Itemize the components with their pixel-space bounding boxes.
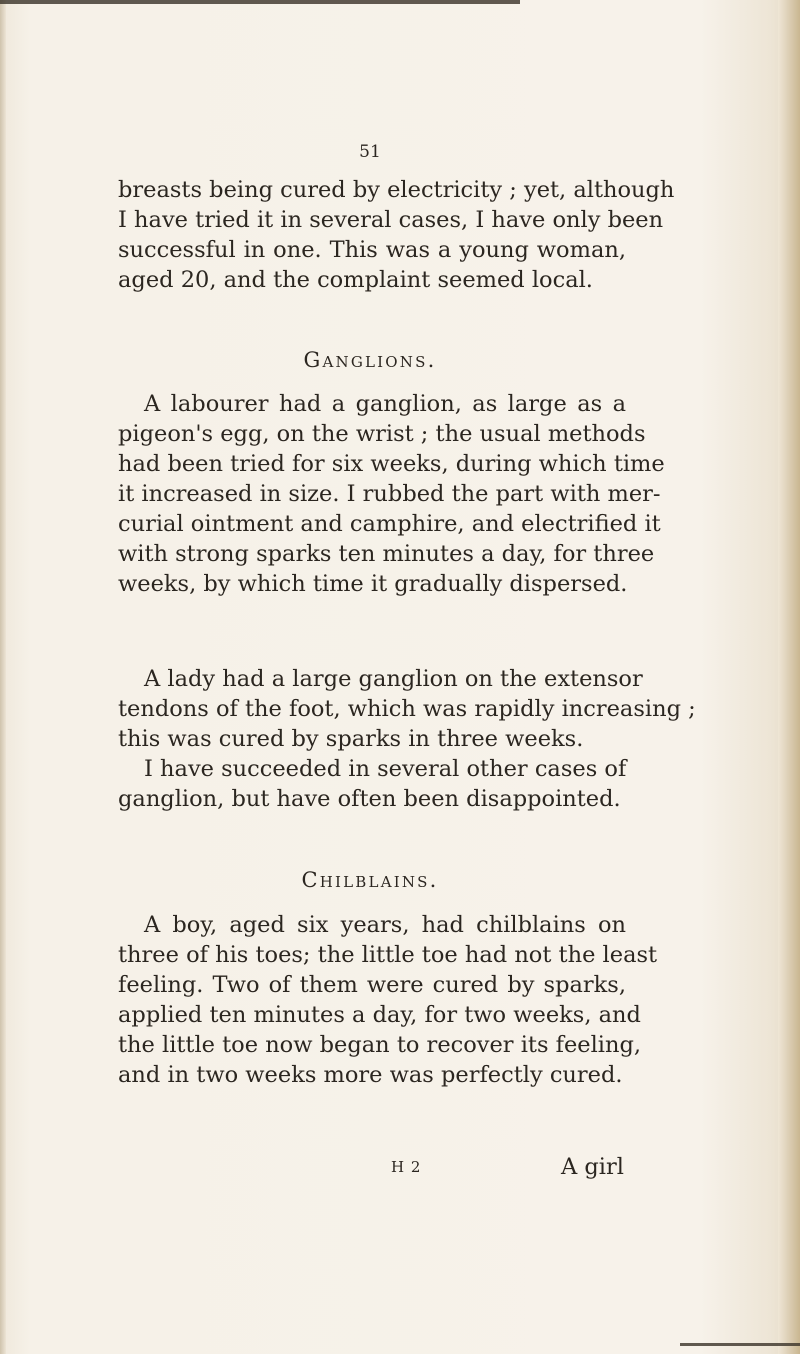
- text-line: three of his toes; the little toe had not the least: [118, 942, 658, 968]
- text-line: curial ointment and camphire, and electrified it: [118, 511, 661, 537]
- text-line: it increased in size. I rubbed the part with mer-: [118, 481, 661, 507]
- catchword: A girl: [561, 1154, 624, 1180]
- text-line: A lady had a large ganglion on the extensor: [144, 666, 643, 692]
- text-line: ganglion, but have often been disappointed.: [118, 786, 621, 812]
- page-number: 51: [359, 142, 381, 162]
- text-line: tendons of the foot, which was rapidly increasing ;: [118, 696, 696, 722]
- text-line: had been tried for six weeks, during which time: [118, 451, 665, 477]
- section-heading-chilblains: Chilblains.: [301, 868, 439, 892]
- text-line: this was cured by sparks in three weeks.: [118, 726, 584, 752]
- text-line: aged 20, and the complaint seemed local.: [118, 267, 593, 293]
- text-line: breasts being cured by electricity ; yet, although: [118, 177, 675, 203]
- section-heading-ganglions: Ganglions.: [303, 348, 437, 372]
- text-line: successful in one. This was a young woman,: [118, 237, 626, 263]
- text-line: I have succeeded in several other cases of: [144, 756, 627, 782]
- opening-paragraph: [118, 175, 675, 295]
- text-line: feeling. Two of them were cured by sparks,: [118, 972, 626, 998]
- text-line: with strong sparks ten minutes a day, for three: [118, 541, 655, 567]
- text-line: A labourer had a ganglion, as large as a: [144, 391, 626, 417]
- text-line: I have tried it in several cases, I have only been: [118, 207, 664, 233]
- bottom-edge-shadow: [680, 1343, 800, 1346]
- chilblains-paragraph-1: [118, 910, 658, 1090]
- ganglions-paragraph-1: [118, 389, 665, 599]
- signature-mark: H 2: [391, 1158, 422, 1176]
- text-line: weeks, by which time it gradually dispersed.: [118, 571, 628, 597]
- page-left-edge: [0, 0, 6, 1354]
- text-line: A boy, aged six years, had chilblains on: [144, 912, 626, 938]
- page-right-edge: [778, 0, 800, 1354]
- text-line: the little toe now began to recover its feeling,: [118, 1032, 642, 1058]
- text-line: and in two weeks more was perfectly cured.: [118, 1062, 623, 1088]
- ganglions-paragraph-2: [118, 664, 696, 754]
- text-line: pigeon's egg, on the wrist ; the usual methods: [118, 421, 646, 447]
- top-edge-shadow: [0, 0, 520, 4]
- text-line: applied ten minutes a day, for two weeks, and: [118, 1002, 641, 1028]
- ganglions-paragraph-3: [118, 754, 626, 814]
